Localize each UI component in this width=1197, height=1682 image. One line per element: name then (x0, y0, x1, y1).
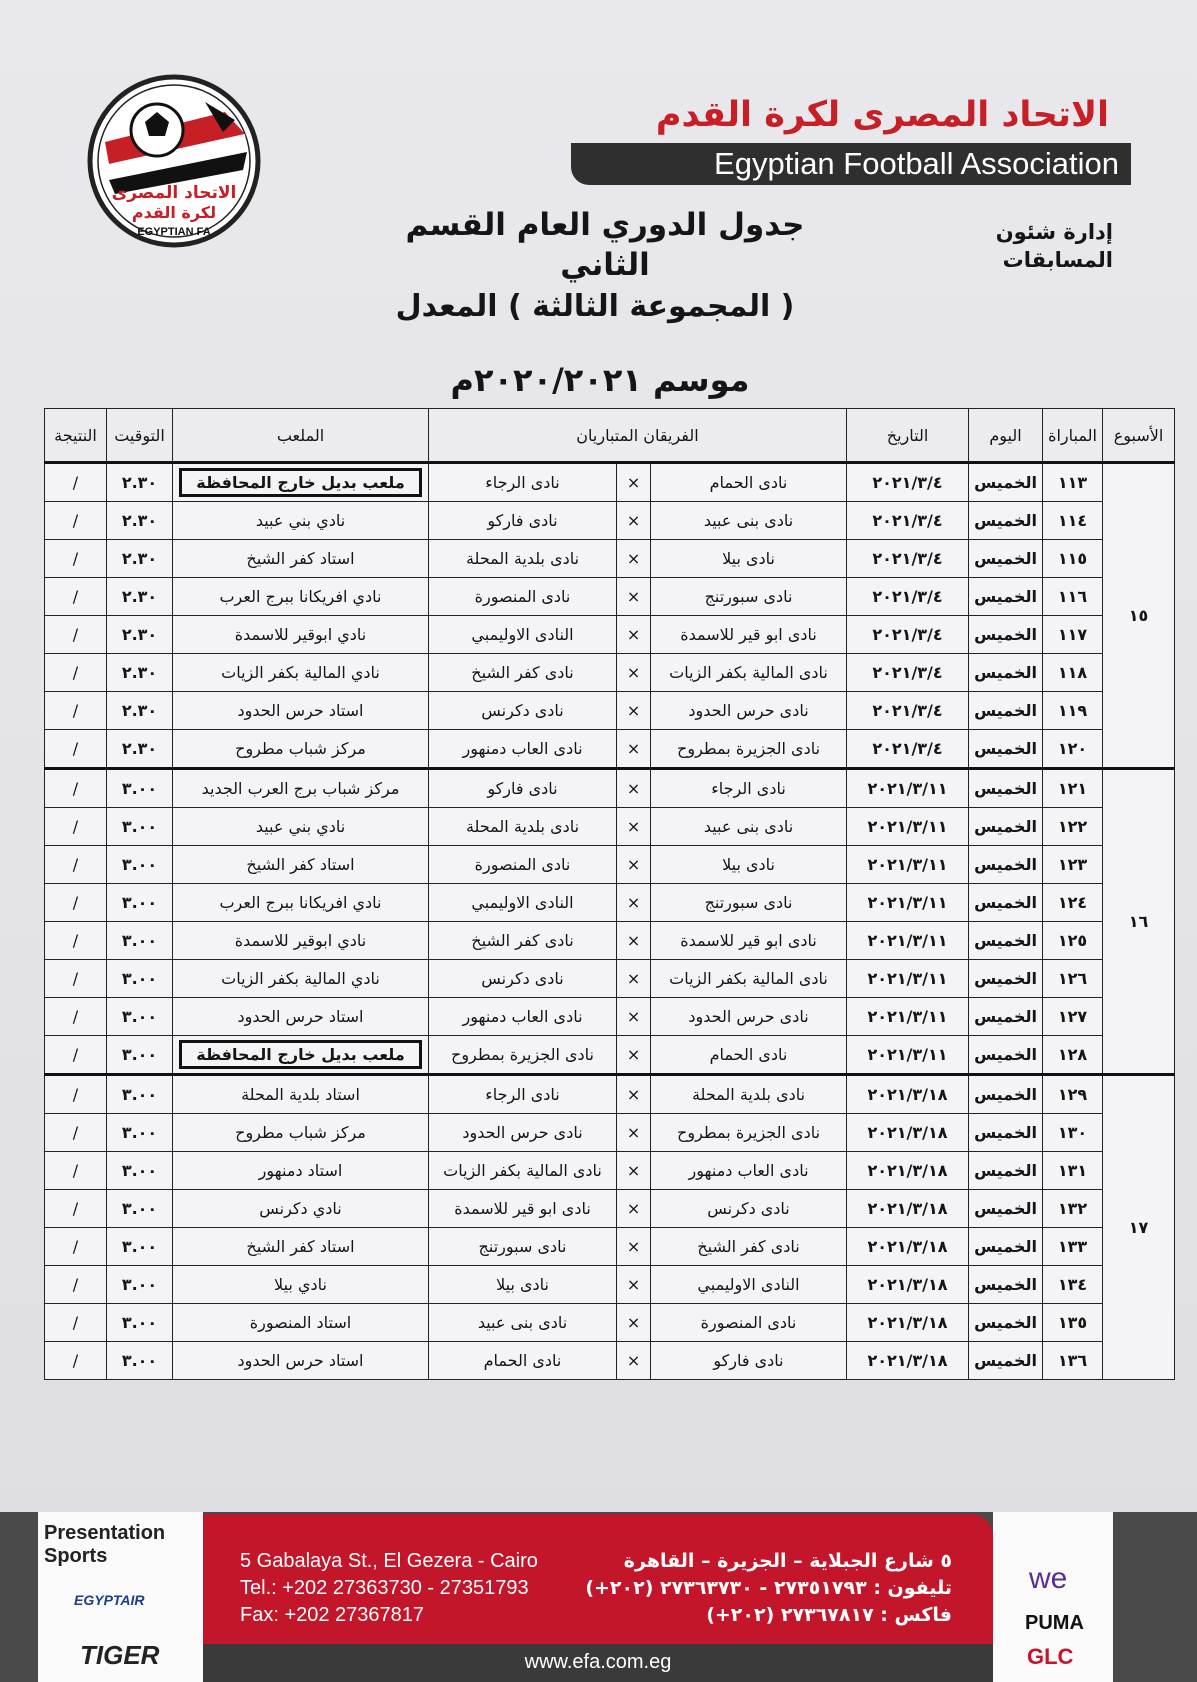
kickoff-time: ٢.٣٠ (107, 616, 173, 654)
match-result: / (45, 578, 107, 616)
table-row (45, 463, 1175, 502)
vs-separator: × (617, 769, 651, 808)
match-number: ١٢٩ (1043, 1075, 1103, 1114)
vs-separator: × (617, 922, 651, 960)
vs-separator: × (617, 730, 651, 769)
match-date: ٢٠٢١/٣/١١ (847, 922, 969, 960)
home-team: نادى حرس الحدود (651, 998, 847, 1036)
away-team: نادى بلدية المحلة (429, 540, 617, 578)
match-date: ٢٠٢١/٣/١١ (847, 846, 969, 884)
match-day: الخميس (969, 769, 1043, 808)
away-team: نادى فاركو (429, 769, 617, 808)
table-row (45, 1266, 1175, 1304)
match-result: / (45, 502, 107, 540)
table-row (45, 922, 1175, 960)
home-team: النادى الاوليمبي (651, 1266, 847, 1304)
match-number: ١١٨ (1043, 654, 1103, 692)
venue: مركز شباب برج العرب الجديد (173, 769, 429, 808)
match-number: ١١٣ (1043, 463, 1103, 502)
match-date: ٢٠٢١/٣/٤ (847, 692, 969, 730)
match-number: ١٢٥ (1043, 922, 1103, 960)
kickoff-time: ٢.٣٠ (107, 578, 173, 616)
away-team: نادى ابو قير للاسمدة (429, 1190, 617, 1228)
address-en: 5 Gabalaya St., El Gezera - Cairo (240, 1550, 538, 1572)
away-team: نادى الرجاء (429, 1075, 617, 1114)
venue: استاد كفر الشيخ (173, 1228, 429, 1266)
match-date: ٢٠٢١/٣/١١ (847, 769, 969, 808)
away-team: نادى العاب دمنهور (429, 998, 617, 1036)
kickoff-time: ٣.٠٠ (107, 884, 173, 922)
home-team: نادى سبورتنج (651, 578, 847, 616)
away-team: نادى حرس الحدود (429, 1114, 617, 1152)
match-result: / (45, 616, 107, 654)
venue-cell (173, 1036, 429, 1075)
vs-separator: × (617, 846, 651, 884)
sponsor-we-logo: we (1029, 1562, 1068, 1595)
home-team: نادى المالية بكفر الزيات (651, 960, 847, 998)
match-number: ١١٥ (1043, 540, 1103, 578)
match-date: ٢٠٢١/٣/١١ (847, 998, 969, 1036)
vs-separator: × (617, 1075, 651, 1114)
home-team: نادى حرس الحدود (651, 692, 847, 730)
match-result: / (45, 654, 107, 692)
venue-cell (173, 463, 429, 502)
kickoff-time: ٣.٠٠ (107, 1114, 173, 1152)
table-row (45, 960, 1175, 998)
match-day: الخميس (969, 998, 1043, 1036)
venue: استاد دمنهور (173, 1152, 429, 1190)
header-match: المباراة (1043, 409, 1103, 463)
kickoff-time: ٣.٠٠ (107, 769, 173, 808)
venue: مركز شباب مطروح (173, 1114, 429, 1152)
home-team: نادى الجزيرة بمطروح (651, 1114, 847, 1152)
match-date: ٢٠٢١/٣/١٨ (847, 1152, 969, 1190)
header-week: الأسبوع (1103, 409, 1175, 463)
match-result: / (45, 1152, 107, 1190)
vs-separator: × (617, 884, 651, 922)
home-team: نادى العاب دمنهور (651, 1152, 847, 1190)
match-number: ١٢٣ (1043, 846, 1103, 884)
org-name-en: Egyptian Football Association (571, 143, 1131, 185)
vs-separator: × (617, 1190, 651, 1228)
venue: استاد حرس الحدود (173, 1342, 429, 1380)
venue: استاد حرس الحدود (173, 692, 429, 730)
table-row (45, 1075, 1175, 1114)
vs-separator: × (617, 578, 651, 616)
season-title: موسم ٢٠٢٠/٢٠٢١م (450, 361, 750, 399)
match-result: / (45, 463, 107, 502)
match-date: ٢٠٢١/٣/٤ (847, 578, 969, 616)
table-row (45, 1152, 1175, 1190)
kickoff-time: ٣.٠٠ (107, 808, 173, 846)
website-link[interactable]: www.efa.com.eg (203, 1644, 993, 1682)
footer-edge (1113, 1512, 1197, 1682)
match-date: ٢٠٢١/٣/٤ (847, 616, 969, 654)
kickoff-time: ٢.٣٠ (107, 502, 173, 540)
match-date: ٢٠٢١/٣/٤ (847, 463, 969, 502)
match-number: ١٣٠ (1043, 1114, 1103, 1152)
table-row (45, 654, 1175, 692)
home-team: نادى دكرنس (651, 1190, 847, 1228)
match-date: ٢٠٢١/٣/١١ (847, 1036, 969, 1075)
away-team: نادى سبورتنج (429, 1228, 617, 1266)
match-day: الخميس (969, 960, 1043, 998)
table-row (45, 769, 1175, 808)
match-result: / (45, 1190, 107, 1228)
table-row (45, 1114, 1175, 1152)
sponsor-tiger-logo: TIGER (80, 1640, 160, 1670)
match-result: / (45, 846, 107, 884)
match-day: الخميس (969, 884, 1043, 922)
table-row (45, 808, 1175, 846)
week-number: ١٦ (1103, 769, 1175, 1075)
match-date: ٢٠٢١/٣/١١ (847, 960, 969, 998)
away-team: نادى دكرنس (429, 692, 617, 730)
home-team: نادى سبورتنج (651, 884, 847, 922)
venue: ملعب بديل خارج المحافظة (179, 468, 421, 497)
away-team: نادى كفر الشيخ (429, 654, 617, 692)
match-number: ١١٩ (1043, 692, 1103, 730)
match-number: ١٣٤ (1043, 1266, 1103, 1304)
match-day: الخميس (969, 808, 1043, 846)
match-result: / (45, 1114, 107, 1152)
match-result: / (45, 1075, 107, 1114)
match-number: ١٣٥ (1043, 1304, 1103, 1342)
match-day: الخميس (969, 463, 1043, 502)
venue: استاد بلدية المحلة (173, 1075, 429, 1114)
kickoff-time: ٣.٠٠ (107, 998, 173, 1036)
fax-ar: فاكس : ٢٧٣٦٧٨١٧ (٢٠٢+) (706, 1604, 952, 1626)
match-day: الخميس (969, 692, 1043, 730)
match-date: ٢٠٢١/٣/١٨ (847, 1342, 969, 1380)
match-day: الخميس (969, 1152, 1043, 1190)
vs-separator: × (617, 692, 651, 730)
kickoff-time: ٢.٣٠ (107, 463, 173, 502)
match-result: / (45, 998, 107, 1036)
footer-address-ar (582, 1548, 952, 1629)
home-team: نادى ابو قير للاسمدة (651, 616, 847, 654)
match-date: ٢٠٢١/٣/١٨ (847, 1114, 969, 1152)
kickoff-time: ٣.٠٠ (107, 922, 173, 960)
home-team: نادى بنى عبيد (651, 808, 847, 846)
away-team: نادى المنصورة (429, 578, 617, 616)
sponsor-egyptair-logo: EGYPTAIR (74, 1592, 145, 1608)
table-row (45, 730, 1175, 769)
table-row (45, 502, 1175, 540)
sponsor-presentation-logo: Presentation Sports (44, 1522, 166, 1567)
match-number: ١٢٠ (1043, 730, 1103, 769)
away-team: نادى الحمام (429, 1342, 617, 1380)
fixtures-table (44, 408, 1175, 1380)
home-team: نادى بيلا (651, 846, 847, 884)
venue: استاد كفر الشيخ (173, 846, 429, 884)
vs-separator: × (617, 1036, 651, 1075)
match-result: / (45, 1036, 107, 1075)
table-row (45, 1304, 1175, 1342)
sponsors-left (38, 1512, 203, 1682)
match-day: الخميس (969, 654, 1043, 692)
match-number: ١٣١ (1043, 1152, 1103, 1190)
logo-text-ar-2: لكرة القدم (131, 203, 217, 222)
match-result: / (45, 960, 107, 998)
venue: نادي المالية بكفر الزيات (173, 654, 429, 692)
home-team: نادى بلدية المحلة (651, 1075, 847, 1114)
table-row (45, 998, 1175, 1036)
vs-separator: × (617, 616, 651, 654)
venue: نادي بني عبيد (173, 808, 429, 846)
home-team: نادى المنصورة (651, 1304, 847, 1342)
match-day: الخميس (969, 1304, 1043, 1342)
vs-separator: × (617, 1152, 651, 1190)
match-day: الخميس (969, 1036, 1043, 1075)
department-label: إدارة شئون المسابقات (995, 220, 1113, 272)
away-team: النادى الاوليمبي (429, 616, 617, 654)
sponsor-puma-logo: PUMA (1025, 1612, 1084, 1634)
match-date: ٢٠٢١/٣/٤ (847, 540, 969, 578)
away-team: نادى المالية بكفر الزيات (429, 1152, 617, 1190)
match-day: الخميس (969, 922, 1043, 960)
away-team: نادى كفر الشيخ (429, 922, 617, 960)
away-team: نادى الجزيرة بمطروح (429, 1036, 617, 1075)
match-result: / (45, 922, 107, 960)
match-date: ٢٠٢١/٣/١٨ (847, 1190, 969, 1228)
match-number: ١٢٨ (1043, 1036, 1103, 1075)
efa-logo (85, 72, 263, 250)
match-number: ١٣٢ (1043, 1190, 1103, 1228)
match-number: ١٢٢ (1043, 808, 1103, 846)
vs-separator: × (617, 1266, 651, 1304)
table-row (45, 1228, 1175, 1266)
vs-separator: × (617, 654, 651, 692)
vs-separator: × (617, 1304, 651, 1342)
document-title: جدول الدوري العام القسم الثاني (405, 207, 805, 283)
table-row (45, 540, 1175, 578)
home-team: نادى بيلا (651, 540, 847, 578)
home-team: نادى كفر الشيخ (651, 1228, 847, 1266)
match-result: / (45, 1228, 107, 1266)
kickoff-time: ٣.٠٠ (107, 1228, 173, 1266)
away-team: نادى بنى عبيد (429, 1304, 617, 1342)
vs-separator: × (617, 540, 651, 578)
match-day: الخميس (969, 540, 1043, 578)
match-date: ٢٠٢١/٣/٤ (847, 654, 969, 692)
week-number: ١٧ (1103, 1075, 1175, 1380)
match-day: الخميس (969, 1075, 1043, 1114)
match-result: / (45, 1266, 107, 1304)
home-team: نادى بنى عبيد (651, 502, 847, 540)
venue: نادي ابوقير للاسمدة (173, 922, 429, 960)
match-number: ١٢١ (1043, 769, 1103, 808)
org-name-ar: الاتحاد المصرى لكرة القدم (655, 95, 1109, 135)
sponsor-glc-logo: GLC (1027, 1644, 1074, 1669)
week-number: ١٥ (1103, 463, 1175, 769)
header-teams: الفريقان المتباريان (429, 409, 847, 463)
away-team: نادى المنصورة (429, 846, 617, 884)
match-date: ٢٠٢١/٣/٤ (847, 502, 969, 540)
address-ar: ٥ شارع الجبلاية – الجزيرة – القاهرة (623, 1550, 952, 1572)
vs-separator: × (617, 1228, 651, 1266)
venue: نادي افريكانا ببرج العرب (173, 884, 429, 922)
venue: استاد حرس الحدود (173, 998, 429, 1036)
header-day: اليوم (969, 409, 1043, 463)
sponsors-right (993, 1512, 1113, 1682)
vs-separator: × (617, 502, 651, 540)
away-team: نادى فاركو (429, 502, 617, 540)
table-row (45, 1036, 1175, 1075)
kickoff-time: ٢.٣٠ (107, 692, 173, 730)
kickoff-time: ٢.٣٠ (107, 540, 173, 578)
vs-separator: × (617, 998, 651, 1036)
venue: نادي دكرنس (173, 1190, 429, 1228)
tel-ar: تليفون : ٢٧٣٥١٧٩٣ - ٢٧٣٦٣٧٣٠ (٢٠٢+) (585, 1577, 952, 1599)
home-team: نادى فاركو (651, 1342, 847, 1380)
match-day: الخميس (969, 616, 1043, 654)
kickoff-time: ٣.٠٠ (107, 846, 173, 884)
table-row (45, 578, 1175, 616)
match-day: الخميس (969, 502, 1043, 540)
match-number: ١١٧ (1043, 616, 1103, 654)
home-team: نادى الحمام (651, 1036, 847, 1075)
table-row (45, 1342, 1175, 1380)
match-number: ١٣٦ (1043, 1342, 1103, 1380)
match-date: ٢٠٢١/٣/١٨ (847, 1228, 969, 1266)
match-day: الخميس (969, 1114, 1043, 1152)
kickoff-time: ٢.٣٠ (107, 654, 173, 692)
vs-separator: × (617, 1114, 651, 1152)
match-date: ٢٠٢١/٣/١٨ (847, 1266, 969, 1304)
vs-separator: × (617, 808, 651, 846)
home-team: نادى ابو قير للاسمدة (651, 922, 847, 960)
table-row (45, 884, 1175, 922)
venue: نادي بيلا (173, 1266, 429, 1304)
away-team: نادى العاب دمنهور (429, 730, 617, 769)
home-team: نادى الرجاء (651, 769, 847, 808)
venue: نادي افريكانا ببرج العرب (173, 578, 429, 616)
match-number: ١١٤ (1043, 502, 1103, 540)
kickoff-time: ٣.٠٠ (107, 1190, 173, 1228)
vs-separator: × (617, 960, 651, 998)
match-number: ١٢٧ (1043, 998, 1103, 1036)
match-result: / (45, 1342, 107, 1380)
venue: استاد المنصورة (173, 1304, 429, 1342)
match-number: ١٣٣ (1043, 1228, 1103, 1266)
venue: نادي ابوقير للاسمدة (173, 616, 429, 654)
header-date: التاريخ (847, 409, 969, 463)
venue: نادي المالية بكفر الزيات (173, 960, 429, 998)
kickoff-time: ٣.٠٠ (107, 960, 173, 998)
match-date: ٢٠٢١/٣/١٨ (847, 1075, 969, 1114)
match-date: ٢٠٢١/٣/١١ (847, 808, 969, 846)
away-team: نادى الرجاء (429, 463, 617, 502)
brand-header (571, 95, 1131, 185)
match-day: الخميس (969, 1228, 1043, 1266)
tel-en: Tel.: +202 27363730 - 27351793 (240, 1577, 529, 1599)
footer-address-en (240, 1548, 610, 1629)
match-day: الخميس (969, 846, 1043, 884)
match-result: / (45, 730, 107, 769)
kickoff-time: ٢.٣٠ (107, 730, 173, 769)
match-number: ١٢٦ (1043, 960, 1103, 998)
kickoff-time: ٣.٠٠ (107, 1075, 173, 1114)
vs-separator: × (617, 463, 651, 502)
kickoff-time: ٣.٠٠ (107, 1152, 173, 1190)
match-result: / (45, 884, 107, 922)
away-team: نادى دكرنس (429, 960, 617, 998)
venue: نادي بني عبيد (173, 502, 429, 540)
match-day: الخميس (969, 1266, 1043, 1304)
header-result: النتيجة (45, 409, 107, 463)
match-result: / (45, 540, 107, 578)
fax-en: Fax: +202 27367817 (240, 1604, 425, 1626)
away-team: النادى الاوليمبي (429, 884, 617, 922)
match-result: / (45, 1304, 107, 1342)
header-time: التوقيت (107, 409, 173, 463)
match-number: ١١٦ (1043, 578, 1103, 616)
match-date: ٢٠٢١/٣/١١ (847, 884, 969, 922)
logo-text-en: EGYPTIAN FA (137, 226, 211, 238)
venue: مركز شباب مطروح (173, 730, 429, 769)
kickoff-time: ٣.٠٠ (107, 1266, 173, 1304)
table-row (45, 692, 1175, 730)
table-row (45, 846, 1175, 884)
match-date: ٢٠٢١/٣/٤ (847, 730, 969, 769)
kickoff-time: ٣.٠٠ (107, 1304, 173, 1342)
header-venue: الملعب (173, 409, 429, 463)
group-title: ( المجموعة الثالثة ) المعدل (395, 289, 795, 324)
match-result: / (45, 692, 107, 730)
venue: استاد كفر الشيخ (173, 540, 429, 578)
home-team: نادى الحمام (651, 463, 847, 502)
match-day: الخميس (969, 578, 1043, 616)
match-day: الخميس (969, 1190, 1043, 1228)
fixtures-body (45, 463, 1175, 1380)
table-row (45, 616, 1175, 654)
match-result: / (45, 769, 107, 808)
table-header-row (45, 409, 1175, 463)
home-team: نادى الجزيرة بمطروح (651, 730, 847, 769)
kickoff-time: ٣.٠٠ (107, 1036, 173, 1075)
vs-separator: × (617, 1342, 651, 1380)
kickoff-time: ٣.٠٠ (107, 1342, 173, 1380)
away-team: نادى بيلا (429, 1266, 617, 1304)
table-row (45, 1190, 1175, 1228)
away-team: نادى بلدية المحلة (429, 808, 617, 846)
match-day: الخميس (969, 1342, 1043, 1380)
home-team: نادى المالية بكفر الزيات (651, 654, 847, 692)
match-date: ٢٠٢١/٣/١٨ (847, 1304, 969, 1342)
match-result: / (45, 808, 107, 846)
venue: ملعب بديل خارج المحافظة (179, 1040, 421, 1069)
logo-text-ar-1: الاتحاد المصرى (111, 183, 237, 203)
match-number: ١٢٤ (1043, 884, 1103, 922)
match-day: الخميس (969, 730, 1043, 769)
